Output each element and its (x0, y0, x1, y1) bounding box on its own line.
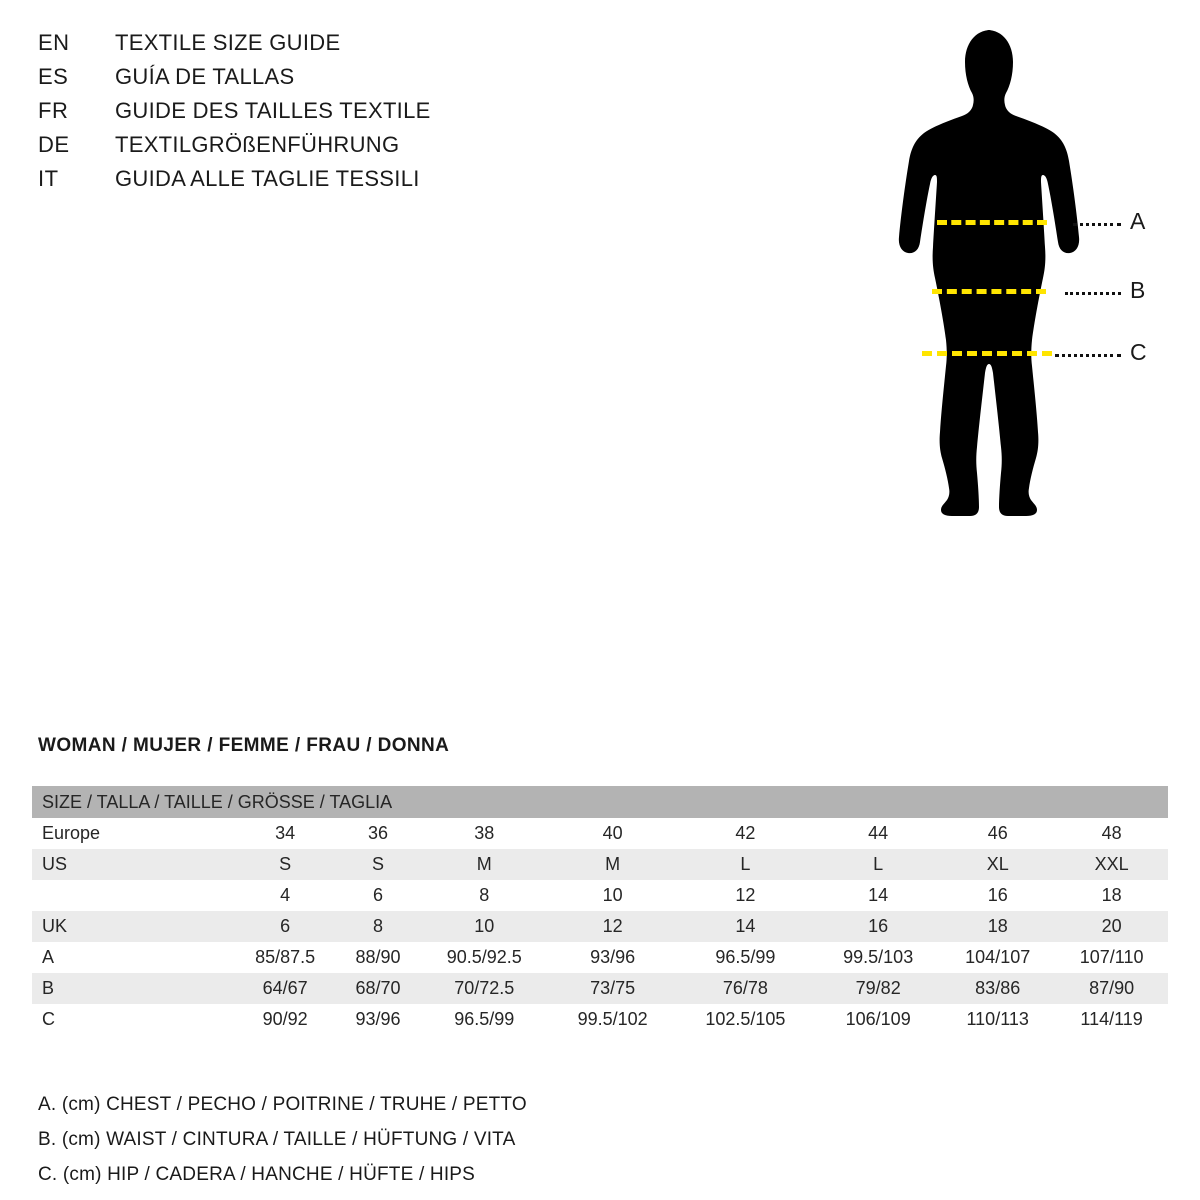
cell: 16 (816, 911, 940, 942)
cell: 20 (1055, 911, 1168, 942)
cell: L (816, 849, 940, 880)
size-table (32, 786, 1168, 1035)
cell: 107/110 (1055, 942, 1168, 973)
cell: 85/87.5 (232, 942, 338, 973)
waist-measure-line (932, 289, 1046, 294)
cell: 12 (551, 911, 675, 942)
cell: 83/86 (940, 973, 1055, 1004)
language-row (38, 132, 598, 166)
cell: 68/70 (338, 973, 418, 1004)
table-header-row (32, 786, 1168, 818)
cell: 90/92 (232, 1004, 338, 1035)
language-row (38, 30, 598, 64)
language-code: DE (38, 132, 70, 157)
cell: 18 (1055, 880, 1168, 911)
cell: 64/67 (232, 973, 338, 1004)
language-title: TEXTILGRÖßENFÜHRUNG (115, 132, 400, 157)
language-title: GUIDE DES TAILLES TEXTILE (115, 98, 431, 123)
cell: 16 (940, 880, 1055, 911)
cell: 99.5/102 (551, 1004, 675, 1035)
cell: 46 (940, 818, 1055, 849)
language-row (38, 166, 598, 200)
footnote-list (38, 1087, 838, 1192)
table-row (32, 849, 1168, 880)
measure-label-a: A (1130, 208, 1146, 234)
language-title-list (38, 30, 598, 200)
cell: 36 (338, 818, 418, 849)
table-row (32, 973, 1168, 1004)
cell: 110/113 (940, 1004, 1055, 1035)
table-row (32, 1004, 1168, 1035)
cell: 76/78 (675, 973, 817, 1004)
measure-label-b: B (1130, 277, 1146, 303)
cell: 73/75 (551, 973, 675, 1004)
cell: 4 (232, 880, 338, 911)
hip-leader-line (1055, 354, 1121, 357)
language-title: GUÍA DE TALLAS (115, 64, 295, 89)
cell: 10 (551, 880, 675, 911)
cell: 14 (816, 880, 940, 911)
cell: 106/109 (816, 1004, 940, 1035)
table-row (32, 880, 1168, 911)
cell: 93/96 (551, 942, 675, 973)
cell: 79/82 (816, 973, 940, 1004)
section-title: WOMAN / MUJER / FEMME / FRAU / DONNA (38, 735, 450, 756)
cell: XXL (1055, 849, 1168, 880)
cell: 38 (418, 818, 551, 849)
female-silhouette-icon (860, 20, 1190, 750)
cell: S (232, 849, 338, 880)
footnote-waist: B. (cm) WAIST / CINTURA / TAILLE / HÜFTUNG / VITA (38, 1129, 516, 1150)
cell: XL (940, 849, 1055, 880)
language-title: GUIDA ALLE TAGLIE TESSILI (115, 166, 420, 191)
footnote-chest: A. (cm) CHEST / PECHO / POITRINE / TRUHE / PETTO (38, 1094, 527, 1115)
cell: 42 (675, 818, 817, 849)
cell: 114/119 (1055, 1004, 1168, 1035)
cell: 12 (675, 880, 817, 911)
cell: 87/90 (1055, 973, 1168, 1004)
hip-measure-line (922, 351, 1052, 356)
cell: 44 (816, 818, 940, 849)
cell: 96.5/99 (418, 1004, 551, 1035)
row-label: C (32, 1004, 232, 1035)
cell: M (418, 849, 551, 880)
cell: 6 (338, 880, 418, 911)
cell: 99.5/103 (816, 942, 940, 973)
table-row (32, 942, 1168, 973)
cell: 96.5/99 (675, 942, 817, 973)
cell: 48 (1055, 818, 1168, 849)
row-label: B (32, 973, 232, 1004)
cell: 88/90 (338, 942, 418, 973)
cell: 102.5/105 (675, 1004, 817, 1035)
table-header-label: SIZE / TALLA / TAILLE / GRÖSSE / TAGLIA (32, 786, 1168, 818)
language-code: FR (38, 98, 69, 123)
waist-leader-line (1065, 292, 1121, 295)
cell: 40 (551, 818, 675, 849)
table-row (32, 818, 1168, 849)
cell: 8 (418, 880, 551, 911)
cell: 34 (232, 818, 338, 849)
chest-leader-line (1073, 223, 1121, 226)
footnote-hip: C. (cm) HIP / CADERA / HANCHE / HÜFTE / HIPS (38, 1164, 476, 1185)
language-code: IT (38, 166, 59, 191)
cell: M (551, 849, 675, 880)
language-code: EN (38, 30, 70, 55)
cell: 70/72.5 (418, 973, 551, 1004)
language-row (38, 64, 598, 98)
row-label: A (32, 942, 232, 973)
cell: S (338, 849, 418, 880)
row-label (32, 880, 232, 911)
cell: 8 (338, 911, 418, 942)
row-label: US (32, 849, 232, 880)
measure-label-c: C (1130, 339, 1147, 365)
row-label: UK (32, 911, 232, 942)
language-title: TEXTILE SIZE GUIDE (115, 30, 341, 55)
language-row (38, 98, 598, 132)
language-code: ES (38, 64, 69, 89)
table-row (32, 911, 1168, 942)
cell: 18 (940, 911, 1055, 942)
cell: 10 (418, 911, 551, 942)
cell: 90.5/92.5 (418, 942, 551, 973)
row-label: Europe (32, 818, 232, 849)
cell: 93/96 (338, 1004, 418, 1035)
cell: 14 (675, 911, 817, 942)
cell: L (675, 849, 817, 880)
cell: 104/107 (940, 942, 1055, 973)
body-figure (860, 20, 1190, 750)
cell: 6 (232, 911, 338, 942)
chest-measure-line (937, 220, 1047, 225)
